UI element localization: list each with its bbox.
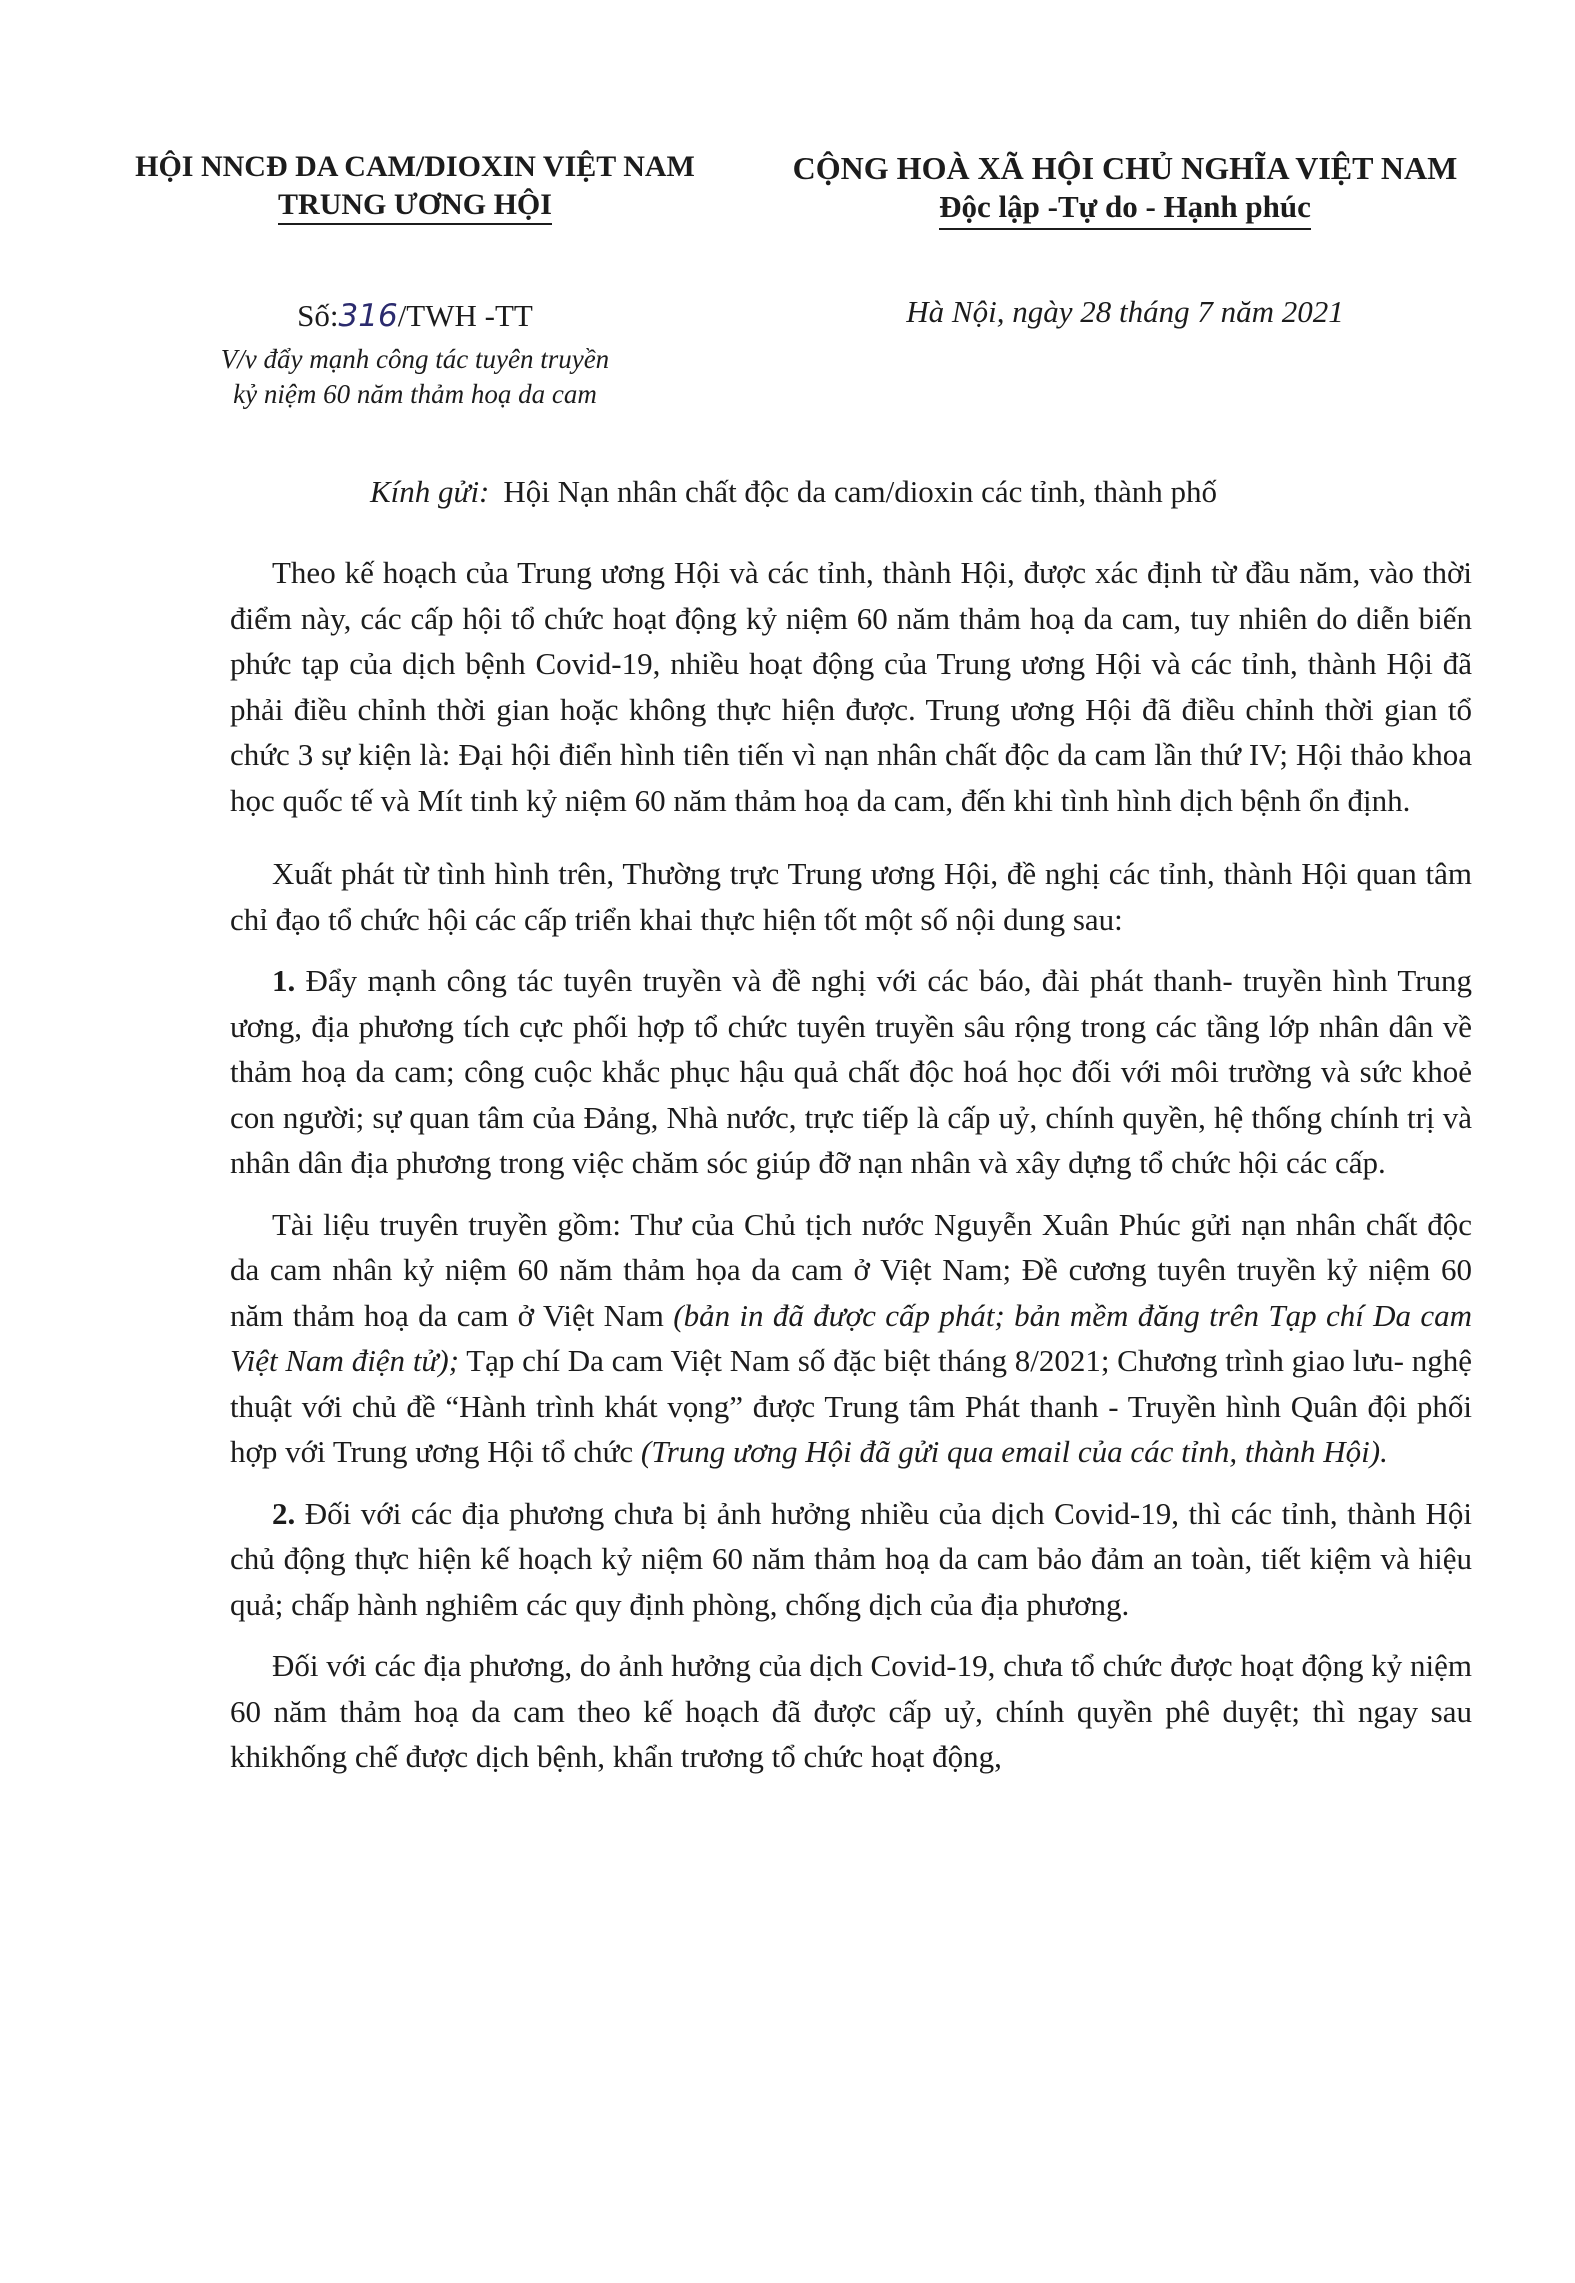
- org-sub-name: TRUNG ƯƠNG HỘI: [278, 186, 552, 226]
- body-paragraph-item-1: [230, 958, 1472, 1186]
- subject-line-1: V/v đẩy mạnh công tác tuyên truyền: [220, 344, 610, 374]
- paragraph-text: Tạp chí Da cam Việt Nam số đặc biệt tháng 8/2021; Chương trình giao lưu- nghệ thuật với chủ đề “Hành trình khát vọng” được Trung tâm Phát thanh - Truyền hình Quân đội phối hợp với Trung ương Hội tổ chức: [230, 1343, 1472, 1469]
- paragraph-text: Tài liệu truyên truyền gồm: Thư của Chủ tịch nước Nguyễn Xuân Phúc gửi nạn nhân chất độc da cam nhân kỷ niệm 60 năm thảm họa da cam ở Việt Nam; Đề cương tuyên truyền kỷ niệm 60 năm thảm hoạ da cam ở Việt Nam: [230, 1206, 1472, 1333]
- document-number-handwritten: 316: [338, 298, 398, 334]
- document-number: [100, 298, 730, 334]
- recipient-line: [370, 474, 1217, 510]
- paragraph-italic-note: (Trung ương Hội đã gửi qua email của các tỉnh, thành Hội).: [640, 1434, 1388, 1469]
- document-number-suffix: /TWH -TT: [397, 298, 533, 333]
- body-paragraph: Đối với các địa phương, do ảnh hưởng của dịch Covid-19, chưa tổ chức được hoạt động kỷ niệm 60 năm thảm hoạ da cam theo kế hoạch đã được cấp uỷ, chính quyền phê duyệt; thì ngay sau khikhống chế được dịch bệnh, khẩn trương tổ chức hoạt động,: [230, 1648, 1472, 1774]
- recipient-name: Hội Nạn nhân chất độc da cam/dioxin các tỉnh, thành phố: [503, 474, 1218, 509]
- place-date-line: Hà Nội, ngày 28 tháng 7 năm 2021: [906, 294, 1344, 329]
- item-text: Đẩy mạnh công tác tuyên truyền và đề nghị với các báo, đài phát thanh- truyền hình Trung ương, địa phương tích cực phối hợp tổ chức tuyên truyền sâu rộng trong các tầng lớp nhân dân về thảm hoạ da cam; công cuộc khắc phục hậu quả chất độc hoá học đối với môi trường và sức khoẻ con người; sự quan tâm của Đảng, Nhà nước, trực tiếp là cấp uỷ, chính quyền, hệ thống chính trị và nhân dân địa phương trong việc chăm sóc giúp đỡ nạn nhân và xây dựng tổ chức hội các cấp.: [230, 963, 1472, 1180]
- document-subject: [100, 342, 730, 412]
- body-paragraph: Theo kế hoạch của Trung ương Hội và các tỉnh, thành Hội, được xác định từ đầu năm, vào thời điểm này, các cấp hội tổ chức hoạt động kỷ niệm 60 năm thảm hoạ da cam, tuy nhiên do diễn biến phức tạp của dịch bệnh Covid-19, nhiều hoạt động của Trung ương Hội và các tỉnh, thành Hội đã phải điều chỉnh thời gian hoặc không thực hiện được. Trung ương Hội đã điều chỉnh thời gian tổ chức 3 sự kiện là: Đại hội điển hình tiên tiến vì nạn nhân chất độc da cam lần thứ IV; Hội thảo khoa học quốc tế và Mít tinh kỷ niệm 60 năm thảm hoạ da cam, đến khi tình hình dịch bệnh ổn định.: [230, 555, 1472, 818]
- recipient-label: Kính gửi:: [370, 474, 490, 509]
- item-number: 1.: [272, 963, 296, 998]
- paragraph-italic-note: (bản in đã được cấp phát; bản mềm đăng trên Tạp chí Da cam Việt Nam điện tử);: [230, 1297, 1473, 1378]
- national-heading: [760, 148, 1490, 230]
- document-body: [230, 550, 1472, 1796]
- item-number: 2.: [272, 1495, 296, 1531]
- body-paragraph: Xuất phát từ tình hình trên, Thường trực Trung ương Hội, đề nghị các tỉnh, thành Hội quan tâm chỉ đạo tổ chức hội các cấp triển khai thực hiện tốt một số nội dung sau:: [230, 856, 1472, 937]
- subject-line-2: kỷ niệm 60 năm thảm hoạ da cam: [233, 379, 597, 410]
- body-paragraph-item-2: [230, 1491, 1472, 1628]
- national-motto: Độc lập -Tự do - Hạnh phúc: [939, 188, 1311, 230]
- nation-name: CỘNG HOÀ XÃ HỘI CHỦ NGHĨA VIỆT NAM: [792, 150, 1458, 186]
- issuer-block: [100, 148, 730, 225]
- document-number-prefix: Số:: [297, 298, 339, 333]
- item-text: Đối với các địa phương chưa bị ảnh hưởng nhiều của dịch Covid-19, thì các tỉnh, thành Hội chủ động thực hiện kế hoạch kỷ niệm 60 năm thảm hoạ da cam bảo đảm an toàn, tiết kiệm và hiệu quả; chấp hành nghiêm các quy định phòng, chống dịch của địa phương.: [230, 1495, 1472, 1622]
- body-paragraph: [230, 1202, 1472, 1475]
- org-name: HỘI NNCĐ DA CAM/DIOXIN VIỆT NAM: [135, 150, 695, 183]
